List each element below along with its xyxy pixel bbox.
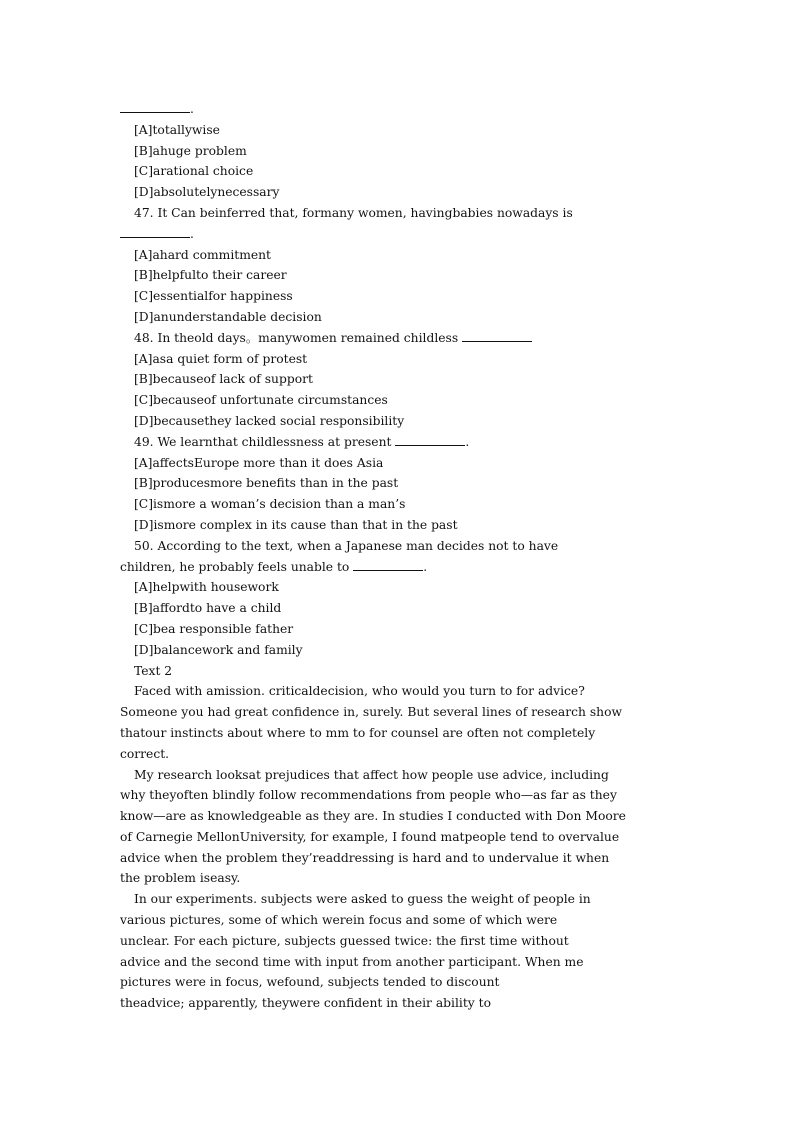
option-line: [B]producesmore benefits than in the past (134, 476, 399, 491)
document-body (120, 99, 680, 1014)
text-line: . (120, 99, 680, 120)
option-line: [B]helpfulto their career (134, 268, 287, 283)
paragraph-line: theadvice; apparently, theywere confident in their ability to (120, 996, 491, 1011)
option-line: [C]becauseof unfortunate circumstances (134, 393, 388, 408)
paragraph-line: various pictures, some of which werein focus and some of which were (120, 913, 558, 928)
option-line: [D]balancework and family (134, 642, 303, 657)
option-line: [A]helpwith housework (134, 580, 279, 595)
text-line: . (120, 224, 680, 245)
answer-blank (395, 433, 465, 446)
question-line: 49. We learnthat childlessness at present . (134, 434, 470, 449)
question-line: 50. According to the text, when a Japanese man decides not to have (134, 538, 559, 553)
option-line: [A]asa quiet form of protest (134, 351, 308, 366)
answer-blank (462, 329, 532, 342)
option-line: [A]affectsEurope more than it does Asia (134, 455, 384, 470)
option-line: [B]becauseof lack of support (134, 372, 313, 387)
option-line: [C]arational choice (134, 164, 254, 179)
section-heading: Text 2 (134, 663, 173, 678)
paragraph-line: Someone you had great confidence in, surely. But several lines of research show (120, 705, 623, 720)
paragraph-line: unclear. For each picture, subjects guessed twice: the first time without (120, 933, 569, 948)
text-line: children, he probably feels unable to . (120, 559, 428, 574)
option-line: [C]essentialfor happiness (134, 289, 293, 304)
paragraph-line: of Carnegie MellonUniversity, for example, I found matpeople tend to overvalue (120, 829, 620, 844)
option-line: [D]absolutelynecessary (134, 185, 280, 200)
paragraph-line: the problem iseasy. (120, 871, 241, 886)
paragraph-line: Faced with amission. criticaldecision, who would you turn to for advice? (134, 684, 585, 699)
paragraph-line: advice and the second time with input from another participant. When me (120, 954, 584, 969)
option-line: [C]ismore a woman’s decision than a man’s (134, 497, 406, 512)
paragraph-line: correct. (120, 746, 170, 761)
option-line: [A]ahard commitment (134, 247, 272, 262)
option-line: [B]ahuge problem (134, 143, 247, 158)
option-line: [A]totallywise (134, 122, 220, 137)
option-line: [D]anunderstandable decision (134, 309, 322, 324)
paragraph-line: why theyoften blindly follow recommendations from people who—as far as they (120, 788, 617, 803)
paragraph-line: advice when the problem they’readdressing is hard and to undervalue it when (120, 850, 610, 865)
paragraph-line: thatour instincts about where to mm to for counsel are often not completely (120, 725, 596, 740)
paragraph-line: In our experiments. subjects were asked to guess the weight of people in (134, 892, 591, 907)
option-line: [B]affordto have a child (134, 601, 282, 616)
option-line: [D]ismore complex in its cause than that in the past (134, 517, 458, 532)
paragraph-line: know—are as knowledgeable as they are. In studies I conducted with Don Moore (120, 809, 626, 824)
question-line: 48. In theold days。manywomen remained childless (120, 328, 680, 349)
paragraph-line: My research looksat prejudices that affect how people use advice, including (134, 767, 609, 782)
answer-blank (353, 558, 423, 571)
paragraph-line: pictures were in focus, wefound, subjects tended to discount (120, 975, 500, 990)
question-line: 47. It Can beinferred that, formany women, havingbabies nowadays is (134, 205, 573, 220)
answer-blank (120, 225, 190, 238)
answer-blank (120, 100, 190, 113)
option-line: [C]bea responsible father (134, 621, 294, 636)
option-line: [D]becausethey lacked social responsibility (134, 413, 405, 428)
